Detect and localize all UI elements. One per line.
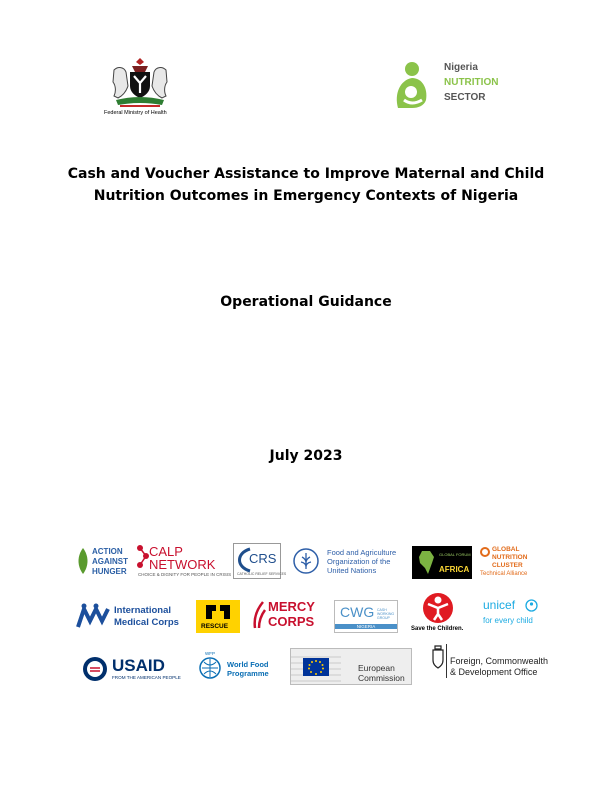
fao-logo [293,546,405,578]
wfp-abbr: WFP [205,651,215,656]
rescue-mark-icon [204,603,232,621]
africa-forum-logo [412,546,472,579]
unicef-tagline: for every child [483,616,533,625]
crs-tagline: CATHOLIC RELIEF SERVICES [237,572,287,576]
fcdo-line2: & Development Office [450,667,538,677]
mercy-corps-logo [252,598,322,632]
wfp-line2: Programme [227,669,269,678]
fao-line1: Food and Agriculture [327,548,397,557]
cwg-side: CASH WORKING GROUP [377,608,395,620]
cwg-bottom: NIGERIA [335,624,397,629]
gnc-mark-icon [480,547,490,557]
africa-line2: AFRICA [439,565,470,574]
aah-line2: AGAINST [92,557,128,566]
fcdo-logo [431,644,549,684]
imc-line2: Medical Corps [114,617,179,628]
document-title [40,163,572,207]
european-commission-logo [290,648,412,685]
usaid-logo [82,656,182,684]
mercy-line2: CORPS [268,614,315,629]
title-line-2: Nutrition Outcomes in Emergency Contexts of Nigeria [93,188,519,204]
fcdo-line1: Foreign, Commonwealth [450,656,549,666]
gnc-line4: Technical Alliance [480,571,528,577]
calp-line1: CALP [149,544,183,559]
africa-map-icon [418,549,436,576]
cwg-name: CWG [340,604,375,620]
document-subtitle: Operational Guidance [220,294,392,310]
nutrition-sector-line2: NUTRITION [444,77,499,88]
mother-child-icon [392,60,436,110]
eu-building-icon [291,649,341,685]
world-food-programme-logo [197,651,269,683]
stc-name: Save the Children. [411,626,464,632]
wfp-line1: World Food [227,660,269,669]
royal-crest-icon [431,644,445,670]
usaid-seal-icon [82,656,108,682]
irc-rescue-logo [196,600,240,633]
gnc-line1: GLOBAL [492,546,520,553]
calp-network-logo [136,544,232,578]
fao-emblem-icon [293,548,319,574]
cash-working-group-logo [334,600,398,633]
ministry-caption: Federal Ministry of Health [104,110,167,116]
gnc-line3: CLUSTER [492,562,523,569]
document-date: July 2023 [269,448,343,464]
fao-line3: United Nations [327,566,377,575]
unicef-logo [482,598,542,630]
action-against-hunger-logo [76,544,128,578]
international-medical-corps-logo [76,600,184,633]
nutrition-sector-line1: Nigeria [444,62,478,73]
save-the-children-logo [408,592,468,636]
crs-logo [233,543,287,579]
aah-line1: ACTION [92,547,123,556]
wfp-emblem-icon [197,655,223,681]
network-nodes-icon [136,544,150,570]
gnc-line2: NUTRITION [492,554,528,561]
mercy-mark-icon [252,600,266,630]
calp-tagline: CHOICE & DIGNITY FOR PEOPLE IN CRISIS [138,572,232,577]
unicef-name: unicef [483,598,516,612]
unicef-globe-icon [525,599,538,612]
fao-line2: Organization of the [327,557,391,566]
nigeria-nutrition-sector-logo [392,60,532,110]
africa-line1: GLOBAL FORUM [439,552,471,557]
nutrition-sector-line3: SECTOR [444,92,486,103]
title-line-1: Cash and Voucher Assistance to Improve Maternal and Child [67,166,545,182]
irc-name: RESCUE [201,623,229,630]
coat-of-arms-icon [104,56,176,108]
mercy-line1: MERCY [268,599,315,614]
coat-of-arms-logo [104,56,176,116]
imc-line1: International [114,605,172,616]
global-nutrition-cluster-logo [480,545,536,580]
leaf-icon [76,546,90,576]
usaid-tagline: FROM THE AMERICAN PEOPLE [112,675,181,680]
aah-line3: HUNGER [92,567,127,576]
ec-line2: Commission [358,673,405,683]
ec-line1: European [358,663,395,673]
child-figure-icon [422,592,454,624]
usaid-name: USAID [112,656,165,675]
imc-figures-icon [76,603,110,629]
crs-name: CRS [249,551,277,566]
fcdo-divider [446,644,447,678]
calp-line2: NETWORK [149,557,216,572]
